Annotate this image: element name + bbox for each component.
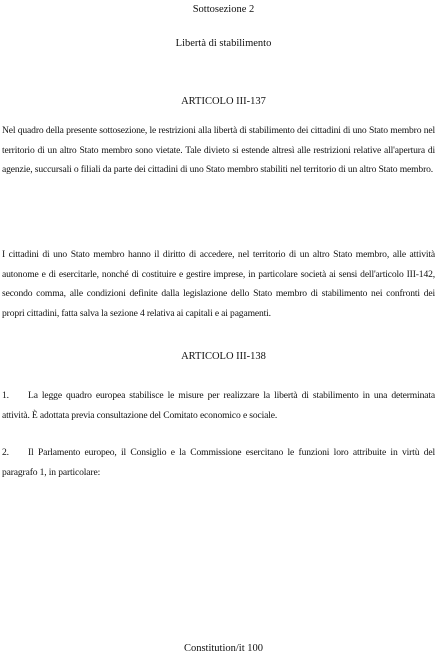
page-footer: Constitution/it 100 [183,643,264,654]
article-138-item-2 [2,443,435,482]
item-text: La legge quadro europea stabilisce le misure per realizzare la libertà di stabilimento in una determinata attività. È adottata previa consultazione del Comitato economico e sociale. [2,390,435,421]
article-137-paragraph-2: I cittadini di uno Stato membro hanno il diritto di accedere, nel territorio di un altro Stato membro, alle attività autonome e di esercitarle, nonché di costituire e gestire imprese, in particolare società ai sensi dell'articolo III-142, secondo comma, alle condizioni definite dalla legislazione dello Stato membro di stabilimento nei confronti dei propri cittadini, fatta salva la sezione 4 relativa ai capitali e ai pagamenti. [2,249,435,319]
item-text: Il Parlamento europeo, il Consiglio e la Commissione esercitano le funzioni loro attribuite in virtù del paragrafo 1, in particolare: [2,447,435,478]
article-137-paragraph-1: Nel quadro della presente sottosezione, le restrizioni alla libertà di stabilimento dei cittadini di uno Stato membro nel territorio di un altro Stato membro sono vietate. Tale divieto si estende altresì alle restrizioni relative all'apertura di agenzie, succursali o filiali da parte dei cittadini di uno Stato membro stabiliti nel territorio di un altro Stato membro. [2,125,435,175]
item-number: 1. [2,390,9,401]
subsection-label: Sottosezione 2 [192,4,255,15]
subsection-title: Libertà di stabilimento [175,38,272,49]
article-138-heading: ARTICOLO III-138 [181,351,266,362]
article-137-heading: ARTICOLO III-137 [181,96,266,107]
article-138-item-1 [2,386,435,425]
item-number: 2. [2,447,9,458]
